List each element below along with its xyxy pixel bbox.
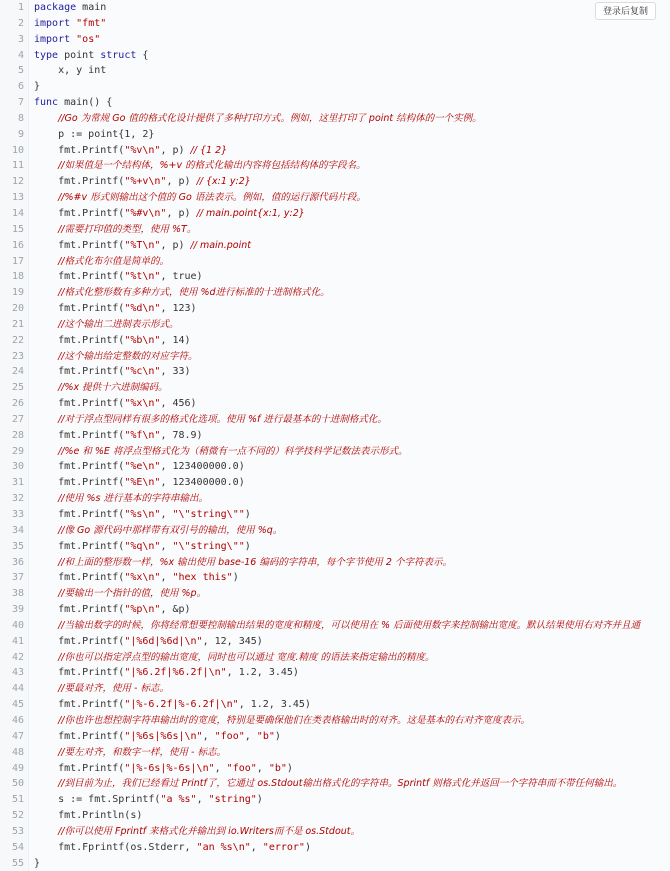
line-number: 9	[17, 128, 24, 140]
code-line	[0, 143, 670, 159]
code-text: x, y int	[34, 65, 107, 77]
code-text: //格式化布尔值是简单的。	[58, 255, 169, 267]
code-text: //需要打印值的类型，使用 %T。	[58, 223, 197, 235]
code-text: //%#v 形式则输出这个值的 Go 语法表示。例如，值的运行源代码片段。	[58, 192, 366, 204]
line-number: 35	[11, 540, 24, 552]
line-number: 12	[11, 176, 24, 188]
line-number: 1	[17, 2, 24, 13]
line-number: 37	[11, 572, 24, 584]
code-text: p := point{1, 2}	[34, 128, 155, 140]
code-line	[0, 158, 670, 174]
code-text: func main() {	[34, 97, 113, 109]
line-number: 22	[11, 334, 24, 346]
line-number: 17	[11, 255, 24, 267]
code-text: //使用 %s 进行基本的字符串输出。	[58, 493, 209, 505]
code-line	[0, 713, 670, 729]
code-text: fmt.Printf("%T\n", p) // main.point	[34, 239, 251, 251]
line-number: 42	[11, 651, 24, 663]
line-number: 38	[11, 588, 24, 600]
code-text: //如果值是一个结构体，%+v 的格式化输出内容将包括结构体的字段名。	[58, 160, 366, 172]
code-text: fmt.Printf("%q\n", "\"string\"")	[34, 540, 251, 552]
line-number: 52	[11, 810, 24, 822]
line-number: 47	[11, 730, 24, 742]
line-number: 55	[11, 857, 24, 869]
code-line	[0, 301, 670, 317]
code-text: //你也可以指定浮点型的输出宽度，同时也可以通过 宽度.精度 的语法来指定输出的精度。	[58, 651, 435, 663]
code-text: fmt.Fprintf(os.Stderr, "an %s\n", "error")	[34, 841, 311, 853]
line-number: 51	[11, 794, 24, 806]
code-text: type point struct {	[34, 49, 149, 61]
line-number: 34	[11, 524, 24, 536]
line-number: 8	[17, 112, 24, 124]
code-text: fmt.Println(s)	[34, 810, 143, 822]
code-text: //这个输出给定整数的对应字符。	[58, 350, 198, 362]
code-text: fmt.Printf("%x\n", "hex this")	[34, 572, 239, 584]
line-number: 28	[11, 429, 24, 441]
code-line	[0, 602, 670, 618]
code-text: fmt.Printf("|%6d|%6d|\n", 12, 345)	[34, 635, 263, 647]
line-number: 44	[11, 683, 24, 695]
line-number: 14	[11, 207, 24, 219]
line-number: 10	[11, 144, 24, 156]
code-line	[0, 79, 670, 95]
code-text: //这个输出二进制表示形式。	[58, 318, 179, 330]
code-line	[0, 491, 670, 507]
code-line	[0, 507, 670, 523]
line-number: 53	[11, 825, 24, 837]
code-line	[0, 681, 670, 697]
line-number: 29	[11, 445, 24, 457]
code-text: //格式化整形数有多种方式，使用 %d进行标准的十进制格式化。	[58, 287, 330, 299]
line-number: 23	[11, 350, 24, 362]
code-text: fmt.Printf("%s\n", "\"string\"")	[34, 509, 251, 520]
code-line	[0, 48, 670, 64]
code-text: import "os"	[34, 33, 101, 45]
code-line	[0, 349, 670, 365]
code-text: fmt.Printf("%x\n", 456)	[34, 398, 197, 410]
code-line	[0, 697, 670, 713]
code-line	[0, 808, 670, 824]
code-text: fmt.Printf("%E\n", 123400000.0)	[34, 477, 245, 489]
code-text: //%x 提供十六进制编码。	[58, 382, 168, 394]
line-number: 41	[11, 635, 24, 647]
code-line	[0, 650, 670, 666]
line-number: 49	[11, 762, 24, 774]
code-line	[0, 63, 670, 79]
code-text: }	[34, 857, 41, 869]
code-line	[0, 840, 670, 856]
code-text: //当输出数字的时候，你将经常想要控制输出结果的宽度和精度，可以使用在 % 后面使用数字来控制输出宽度。默认结果使用右对齐并且通	[58, 619, 641, 631]
code-line	[0, 824, 670, 840]
code-text: package main	[34, 2, 107, 13]
line-number: 46	[11, 714, 24, 726]
line-number: 40	[11, 619, 24, 631]
code-text: s := fmt.Sprintf("a %s", "string")	[34, 794, 263, 806]
line-number: 18	[11, 271, 24, 283]
line-number: 6	[17, 81, 24, 93]
line-number: 15	[11, 223, 24, 235]
code-line	[0, 428, 670, 444]
line-number: 31	[11, 477, 24, 489]
code-line	[0, 459, 670, 475]
line-number: 45	[11, 699, 24, 711]
copy-after-login-button[interactable]: 登录后复制	[595, 2, 656, 20]
line-number: 13	[11, 192, 24, 204]
line-number: 26	[11, 398, 24, 410]
code-line	[0, 475, 670, 491]
code-line	[0, 206, 670, 222]
line-number: 50	[11, 778, 24, 790]
code-line	[0, 16, 670, 32]
code-line	[0, 269, 670, 285]
code-line	[0, 856, 670, 871]
line-number: 54	[11, 841, 24, 853]
code-text: fmt.Printf("%d\n", 123)	[34, 303, 197, 315]
code-text: //%e 和 %E 将浮点型格式化为（稍微有一点不同的）科学技科学记数法表示形式。	[58, 445, 408, 457]
line-number: 7	[17, 97, 24, 109]
line-number: 5	[17, 65, 24, 77]
code-line	[0, 776, 670, 792]
code-text: //像 Go 源代码中那样带有双引号的输出，使用 %q。	[58, 524, 283, 536]
line-number: 30	[11, 461, 24, 473]
code-line	[0, 254, 670, 270]
code-text: import "fmt"	[34, 17, 107, 29]
line-number: 2	[17, 17, 24, 29]
code-text: //你可以使用 Fprintf 来格式化并输出到 io.Writers而不是 os.Stdout。	[58, 825, 360, 837]
line-number: 48	[11, 746, 24, 758]
line-number: 3	[17, 33, 24, 45]
code-line	[0, 523, 670, 539]
code-line	[0, 665, 670, 681]
line-number: 20	[11, 303, 24, 315]
code-line	[0, 238, 670, 254]
code-line	[0, 0, 670, 16]
code-line	[0, 539, 670, 555]
code-text: fmt.Printf("%t\n", true)	[34, 271, 203, 283]
code-text: fmt.Printf("%e\n", 123400000.0)	[34, 461, 245, 473]
code-line	[0, 618, 670, 634]
code-text: fmt.Printf("%#v\n", p) // main.point{x:1, y:2}	[34, 207, 305, 219]
code-text: //和上面的整形数一样，%x 输出使用 base-16 编码的字符串，每个字节使用 2 个字符表示。	[58, 556, 452, 568]
line-number: 27	[11, 413, 24, 425]
line-number: 32	[11, 493, 24, 505]
code-text: fmt.Printf("%+v\n", p) // {x:1 y:2}	[34, 176, 251, 188]
code-line	[0, 95, 670, 111]
code-line	[0, 32, 670, 48]
code-text: //你也许也想控制字符串输出时的宽度，特别是要确保他们在类表格输出时的对齐。这是基本的右对齐宽度表示。	[58, 714, 530, 726]
code-line	[0, 792, 670, 808]
code-line	[0, 412, 670, 428]
line-number: 36	[11, 556, 24, 568]
code-text: //要输出一个指针的值，使用 %p。	[58, 588, 207, 600]
code-text: fmt.Printf("|%-6.2f|%-6.2f|\n", 1.2, 3.45)	[34, 699, 311, 711]
line-number: 19	[11, 287, 24, 299]
code-line	[0, 729, 670, 745]
code-text: fmt.Printf("|%6.2f|%6.2f|\n", 1.2, 3.45)	[34, 667, 299, 679]
code-line	[0, 745, 670, 761]
code-line	[0, 761, 670, 777]
code-line	[0, 317, 670, 333]
line-number: 21	[11, 318, 24, 330]
code-line	[0, 174, 670, 190]
code-line	[0, 380, 670, 396]
code-text: //对于浮点型同样有很多的格式化选项。使用 %f 进行最基本的十进制格式化。	[58, 413, 387, 425]
code-line	[0, 364, 670, 380]
code-line	[0, 586, 670, 602]
code-text: //到目前为止，我们已经看过 Printf了，它通过 os.Stdout输出格式化的字符串。Sprintf 则格式化并返回一个字符串而不带任何输出。	[58, 778, 623, 790]
line-number: 39	[11, 604, 24, 616]
code-line	[0, 333, 670, 349]
code-text: fmt.Printf("%v\n", p) // {1 2}	[34, 144, 228, 156]
code-line	[0, 570, 670, 586]
code-text: //Go 为常规 Go 值的格式化设计提供了多种打印方式。例如，这里打印了 point 结构体的一个实例。	[58, 112, 482, 124]
code-line	[0, 190, 670, 206]
code-line	[0, 111, 670, 127]
code-text: fmt.Printf("|%6s|%6s|\n", "foo", "b")	[34, 730, 281, 742]
code-text: //要左对齐，和数字一样，使用 - 标志。	[58, 746, 226, 758]
line-number: 24	[11, 366, 24, 378]
code-text: fmt.Printf("%c\n", 33)	[34, 366, 191, 378]
code-text: //要最对齐，使用 - 标志。	[58, 683, 169, 695]
code-line	[0, 127, 670, 143]
code-line	[0, 285, 670, 301]
code-line	[0, 555, 670, 571]
code-line	[0, 444, 670, 460]
line-number: 11	[11, 160, 24, 172]
code-line	[0, 396, 670, 412]
line-number: 43	[11, 667, 24, 679]
line-number: 33	[11, 509, 24, 520]
code-text: }	[34, 81, 41, 93]
line-number: 25	[11, 382, 24, 394]
code-text: fmt.Printf("%f\n", 78.9)	[34, 429, 203, 441]
code-text: fmt.Printf("%b\n", 14)	[34, 334, 191, 346]
line-number: 16	[11, 239, 24, 251]
line-number: 4	[17, 49, 24, 61]
code-text: fmt.Printf("|%-6s|%-6s|\n", "foo", "b")	[34, 762, 293, 774]
code-line	[0, 634, 670, 650]
code-line	[0, 222, 670, 238]
code-text: fmt.Printf("%p\n", &p)	[34, 604, 191, 616]
